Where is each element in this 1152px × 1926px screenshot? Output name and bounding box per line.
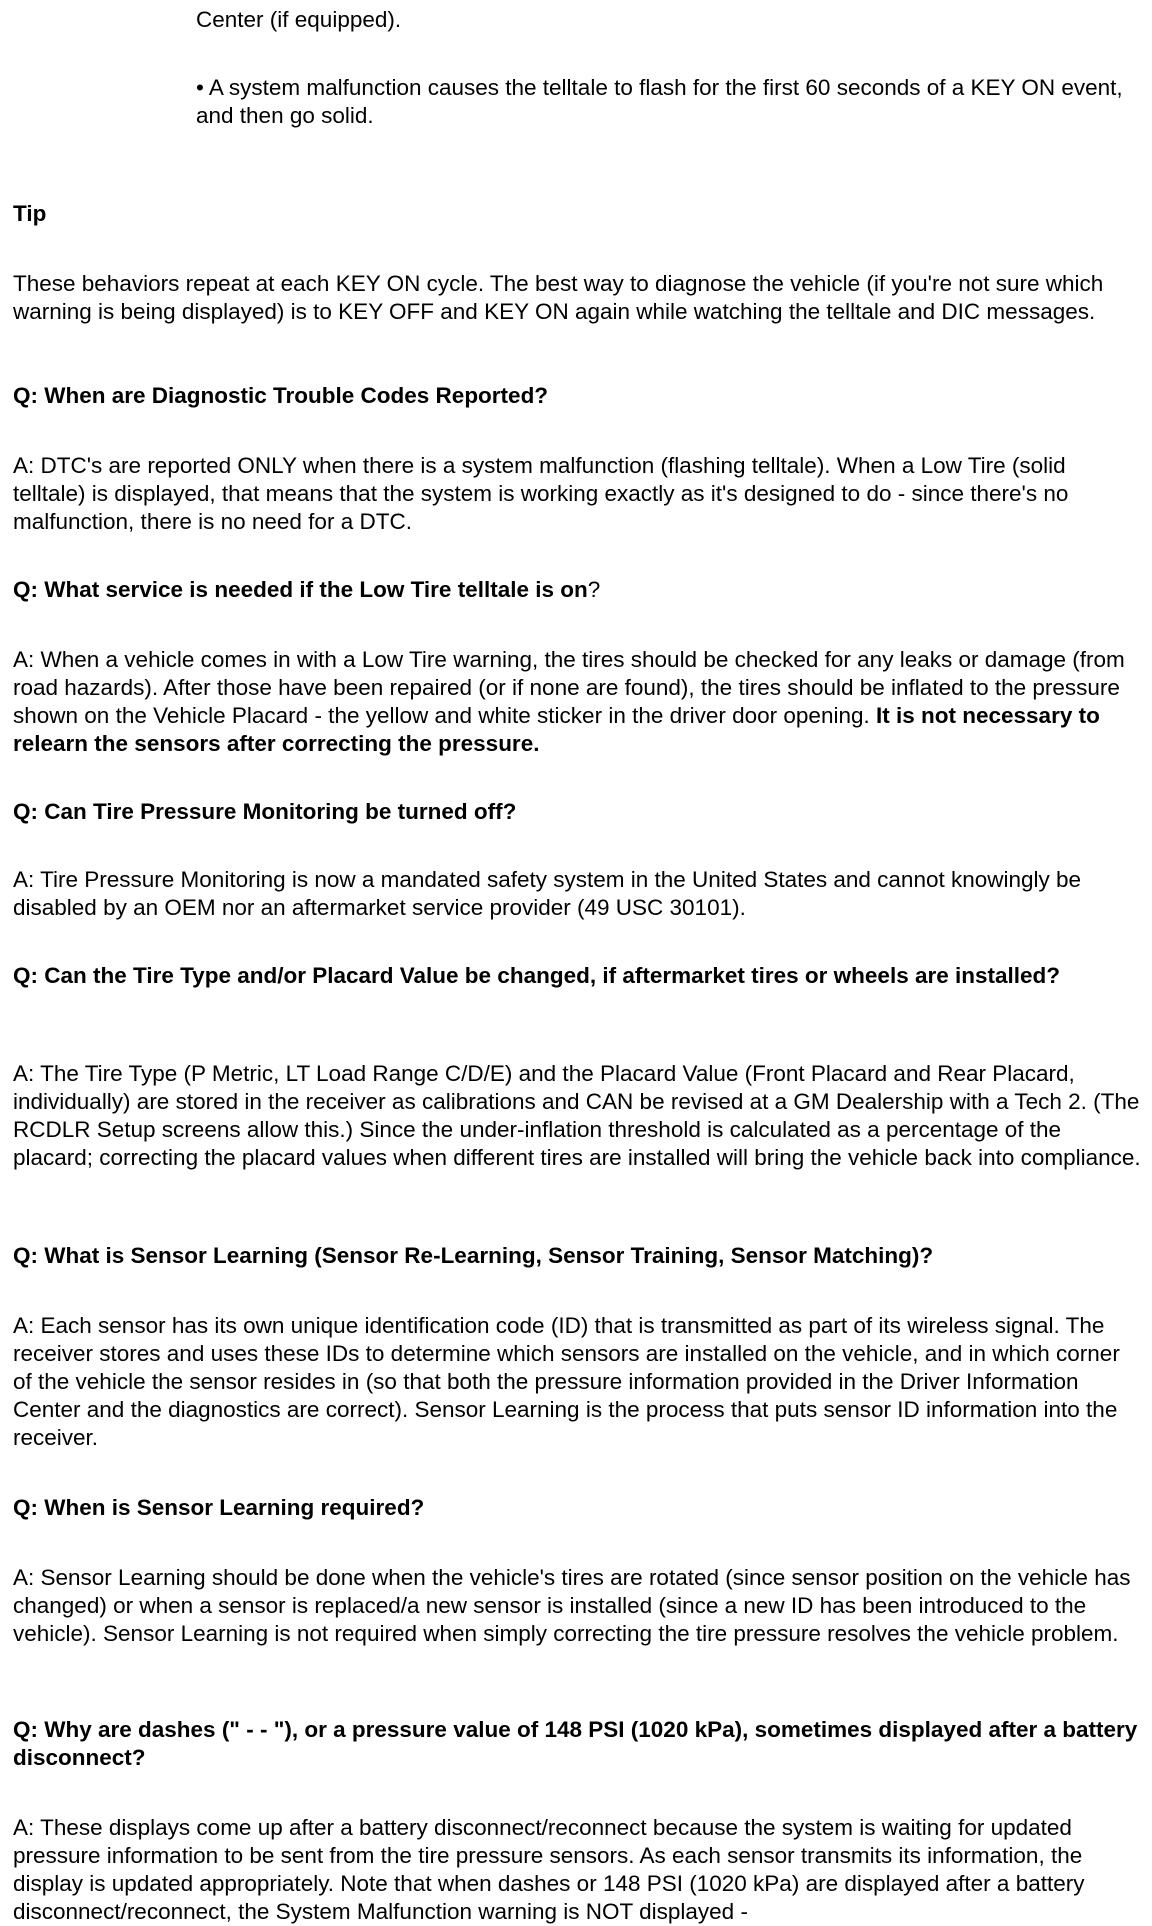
question-sensor-learning: Q: What is Sensor Learning (Sensor Re-Learning, Sensor Training, Sensor Matching)? xyxy=(13,1243,934,1268)
question-low-tire-service-text: Q: What service is needed if the Low Tire telltale is on xyxy=(13,577,588,602)
answer-low-tire-service-note: It is not necessary to relearn the sensors after correcting the pressure. xyxy=(13,703,1100,756)
answer-tpm-off: A: Tire Pressure Monitoring is now a mandated safety system in the United States and cannot knowingly be disabled by an OEM nor an aftermarket service provider (49 USC 30101). xyxy=(13,867,1082,920)
answer-low-tire-service-text: A: When a vehicle comes in with a Low Tire warning, the tires should be checked for any leaks or damage (from road hazards). After those have been repaired (or if none are found), the tires should be inflated to the pressure shown on the Vehicle Placard - the yellow and white sticker in the driver door opening. xyxy=(13,647,1125,728)
question-dtc: Q: When are Diagnostic Trouble Codes Reported? xyxy=(13,383,549,408)
answer-tire-type-placard: A: The Tire Type (P Metric, LT Load Range C/D/E) and the Placard Value (Front Placard and Rear Placard, individually) are stored in the receiver as calibrations and CAN be revised at a GM Dealership with a Tech 2. (The RCDLR Setup screens allow this.) Since the under-inflation threshold is calculated as a percentage of the placard; correcting the placard values when different tires are installed will bring the vehicle back into compliance. xyxy=(13,1061,1141,1170)
question-low-tire-service xyxy=(13,576,1143,604)
question-tpm-off: Q: Can Tire Pressure Monitoring be turned off? xyxy=(13,799,517,824)
answer-dashes-display: A: These displays come up after a battery disconnect/reconnect because the system is waiting for updated pressure information to be sent from the tire pressure sensors. As each sensor transmits its information, the display is updated appropriately. Note that when dashes or 148 PSI (1020 kPa) are displayed after a battery disconnect/reconnect, the System Malfunction warning is NOT displayed - xyxy=(13,1815,1085,1924)
tip-text: These behaviors repeat at each KEY ON cycle. The best way to diagnose the vehicle (if you're not sure which warning is being displayed) is to KEY OFF and KEY ON again while watching the telltale and DIC messages. xyxy=(13,271,1104,324)
question-tire-type-placard: Q: Can the Tire Type and/or Placard Value be changed, if aftermarket tires or wheels are installed? xyxy=(13,963,1061,988)
intro-line: Center (if equipped). xyxy=(196,7,402,32)
answer-dtc: A: DTC's are reported ONLY when there is a system malfunction (flashing telltale). When a Low Tire (solid telltale) is displayed, that means that the system is working exactly as it's designed to do - since there's no malfunction, there is no need for a DTC. xyxy=(13,453,1069,534)
malfunction-bullet: • A system malfunction causes the telltale to flash for the first 60 seconds of a KEY ON event, and then go solid. xyxy=(196,75,1123,128)
question-dashes-display: Q: Why are dashes (" - - "), or a pressure value of 148 PSI (1020 kPa), sometimes displayed after a battery disconnect? xyxy=(13,1717,1138,1770)
question-learning-required: Q: When is Sensor Learning required? xyxy=(13,1495,425,1520)
question-low-tire-service-mark: ? xyxy=(587,577,601,602)
answer-low-tire-service xyxy=(13,646,1143,758)
tip-heading: Tip xyxy=(13,201,47,226)
answer-learning-required: A: Sensor Learning should be done when the vehicle's tires are rotated (since sensor position on the vehicle has changed) or when a sensor is replaced/a new sensor is installed (since a new ID has been introduced to the vehicle). Sensor Learning is not required when simply correcting the tire pressure resolves the vehicle problem. xyxy=(13,1565,1131,1646)
answer-sensor-learning: A: Each sensor has its own unique identification code (ID) that is transmitted as part of its wireless signal. The receiver stores and uses these IDs to determine which sensors are installed on the vehicle, and in which corner of the vehicle the sensor resides in (so that both the pressure information provided in the Driver Information Center and the diagnostics are correct). Sensor Learning is the process that puts sensor ID information into the receiver. xyxy=(13,1313,1120,1450)
